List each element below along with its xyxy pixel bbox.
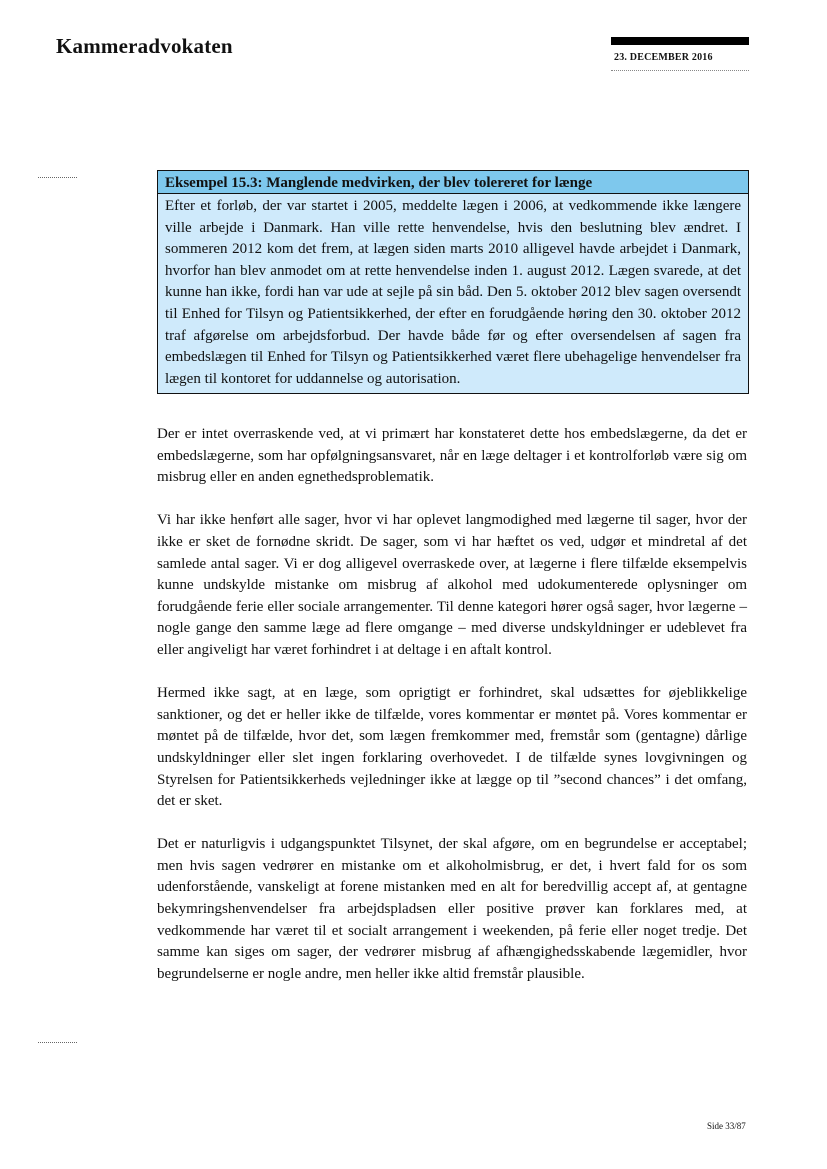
example-box [157,170,749,394]
margin-marker [38,177,77,178]
header-bar [611,37,749,45]
body-text [157,424,747,1007]
paragraph: Der er intet overraskende ved, at vi primært har konstateret dette hos embedslægerne, da det er embedslægerne, som har opfølgningsansvaret, når en læge deltager i et kontrolforløb være sig om misbrug eller en anden egnethedsproblematik. [157,426,747,486]
paragraph: Hermed ikke sagt, at en læge, som oprigtigt er forhindret, skal udsættes for øjeblikkelige sanktioner, og det er heller ikke de tilfælde, vores kommentar er møntet på. Vores kommentar er møntet på de tilfælde, hvor det, som lægen fremkommer med, fremstår som (gentagne) dårlige undskyldninger eller slet ingen forklaring overhovedet. I de tilfælde synes lovgivningen og Styrelsen for Patientsikkerheds vejledninger ikke at lægge op til ”second chances” i det omfang, det er sket. [157,685,747,810]
paragraph: Det er naturligvis i udgangspunktet Tilsynet, der skal afgøre, om en begrundelse er acceptabel; men hvis sagen vedrører en mistanke om et alkoholmisbrug, er det, i hvert fald for os som udenforstående, vanskeligt at forene mistanken med en alt for beredvillig accept af, at gentagne bekymringshenvendelser fra arbejdspladsen eller positive prøver kan forklares med, at vedkommende har været til et socialt arrangement i weekenden, på ferie eller noget tredje. Det samme kan siges om sager, der vedrører misbrug af afhængighedsskabende lægemidler, hvor begrundelserne er nogle andre, men heller ikke altid fremstår plausible. [157,836,747,982]
header-divider [611,70,749,71]
paragraph: Vi har ikke henført alle sager, hvor vi har oplevet langmodighed med lægerne til sager, hvor der ikke er sket de fornødne skridt. De sager, som vi har hæftet os ved, udgør et mindretal af det samlede antal sager. Vi er dog alligevel overraskede over, at lægerne i flere tilfælde eksempelvis kunne undskylde mistanke om misbrug af alkohol med udokumenterede oplysninger om forudgående ferie eller sociale arrangementer. Til denne kategori hører også sager, hvor lægerne – nogle gange den samme læge ad flere omgange – med diverse undskyldninger er udeblevet fra eller angiveligt har været forhindret i at deltage i en aftalt kontrol. [157,512,747,658]
example-title: Eksempel 15.3: Manglende medvirken, der blev tolereret for længe [158,171,748,194]
margin-marker [38,1042,77,1043]
logo-text: Kammeradvokaten [56,34,233,58]
page-number: Side 33/87 [707,1121,746,1131]
header-date: 23. DECEMBER 2016 [614,52,713,63]
example-body: Efter et forløb, der var startet i 2005, meddelte lægen i 2006, at vedkommende ikke længere ville arbejde i Danmark. Han ville rette henvendelse, hvis den beslutning blev ændret. I sommeren 2012 kom det frem, at lægen siden marts 2010 alligevel havde arbejdet i Danmark, hvorfor han blev anmodet om at rette henvendelse inden 1. august 2012. Lægen svarede, at det kunne han ikke, fordi han var ude at sejle på sin båd. Den 5. oktober 2012 blev sagen oversendt til Enhed for Tilsyn og Patientsikkerhed, der efter en forudgående høring den 30. oktober 2012 traf afgørelse om arbejdsforbud. Der havde både før og efter oversendelsen af sagen fra embedslægen til Enhed for Tilsyn og Patientsikkerhed været flere ubehagelige henvendelser fra lægen til kontoret for uddannelse og autorisation. [165,198,741,387]
